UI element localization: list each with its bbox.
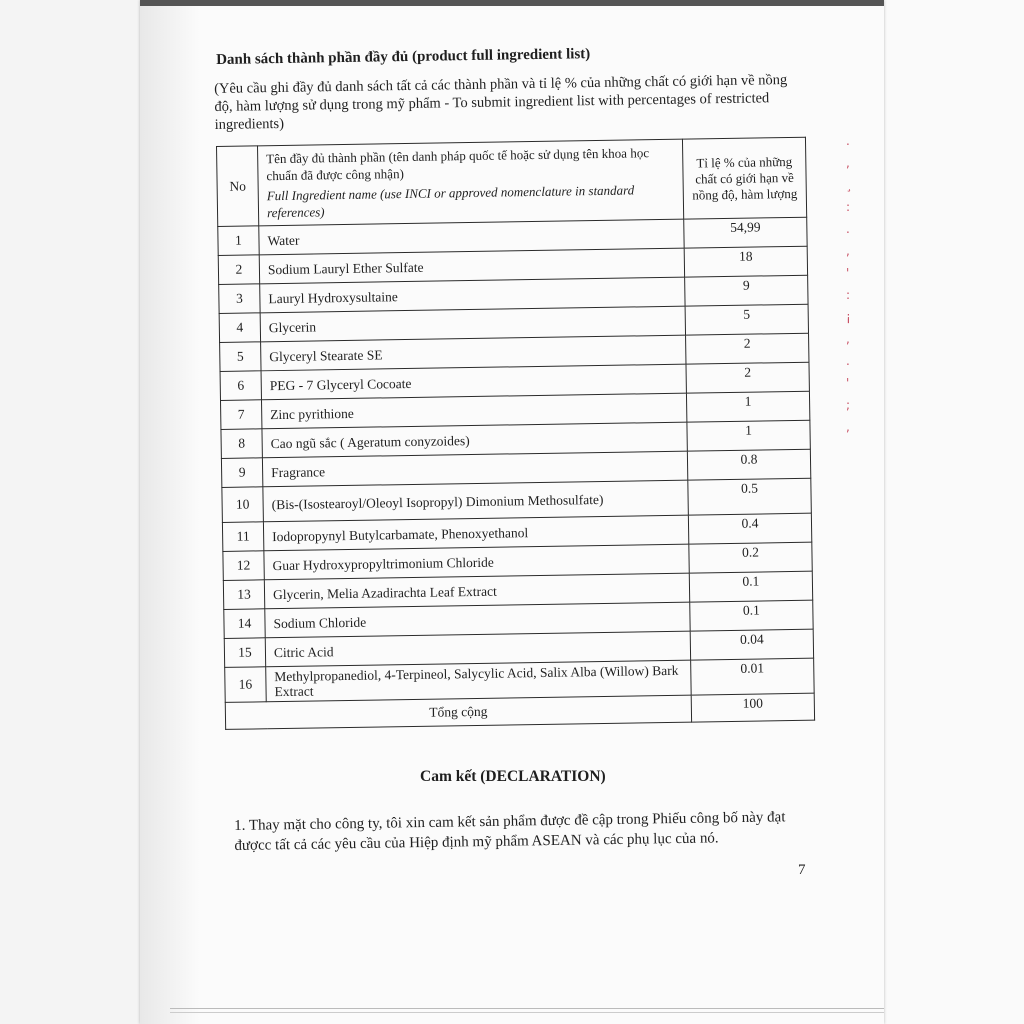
ingredient-percentage: 9 <box>685 275 808 306</box>
red-stamp-mark: . , ¸ : . , ' : ¡ , . ' ; , <box>846 134 852 434</box>
ingredient-percentage: 0.1 <box>689 571 812 602</box>
row-number: 9 <box>221 458 262 488</box>
ingredient-name: Methylpropanediol, 4-Terpineol, Salycylic Acid, Salix Alba (Willow) Bark Extract <box>266 660 691 702</box>
header-name-english: Full Ingredient name (use INCI or approved nomenclature in standard references) <box>266 182 635 221</box>
row-number: 2 <box>218 255 259 285</box>
row-number: 10 <box>222 487 264 523</box>
ingredient-name: Glyceryl Stearate SE <box>261 335 686 371</box>
row-number: 16 <box>225 667 267 703</box>
declaration-text: 1. Thay mặt cho công ty, tôi xin cam kết sản phẩm được đề cập trong Phiếu công bố này đạt đượcc tất cả các yêu cầu của Hiệp định mỹ phẩm ASEAN và các phụ lục của nó. <box>234 809 786 854</box>
row-number: 15 <box>224 638 265 668</box>
page-top-edge <box>140 0 884 6</box>
row-number: 7 <box>220 400 261 430</box>
header-name-vietnamese: Tên đầy đủ thành phần (tên danh pháp quốc tế hoặc sử dụng tên khoa học chuẩn đã được công nhận) <box>266 145 650 184</box>
ingredient-percentage: 0.04 <box>690 629 813 660</box>
ingredient-percentage: 1 <box>687 420 810 451</box>
page-title: Danh sách thành phần đầy đủ (product full ingredient list) <box>216 46 591 68</box>
table-header-row <box>217 137 807 226</box>
ingredient-name: Guar Hydroxypropyltrimonium Chloride <box>264 544 689 580</box>
scan-background-right <box>884 0 1024 1024</box>
ingredient-percentage: 2 <box>686 333 809 364</box>
header-ingredient-name <box>258 139 684 226</box>
ingredient-percentage: 54,99 <box>684 217 807 248</box>
ingredient-percentage: 0.8 <box>687 449 810 480</box>
page-number: 7 <box>798 862 806 878</box>
header-no: No <box>217 146 259 227</box>
ingredient-percentage: 1 <box>686 391 809 422</box>
ingredient-percentage: 0.01 <box>691 658 815 695</box>
ingredient-name: Cao ngũ sắc ( Ageratum conyzoides) <box>262 422 687 458</box>
ingredient-name: PEG - 7 Glyceryl Cocoate <box>261 364 686 400</box>
scan-background-left <box>0 0 140 1024</box>
ingredient-percentage: 0.1 <box>690 600 813 631</box>
ingredient-name: Water <box>259 219 684 255</box>
page-fold-shadow <box>140 0 200 1024</box>
ingredient-name: Lauryl Hydroxysultaine <box>260 277 685 313</box>
declaration-title: Cam kết (DECLARATION) <box>420 768 606 785</box>
ingredient-name: Iodopropynyl Butylcarbamate, Phenoxyethanol <box>263 515 688 551</box>
row-number: 5 <box>220 342 261 372</box>
ingredient-name: Glycerin, Melia Azadirachta Leaf Extract <box>264 573 689 609</box>
row-number: 13 <box>223 580 264 610</box>
row-number: 6 <box>220 371 261 401</box>
row-number: 12 <box>223 551 264 581</box>
ingredient-percentage: 0.4 <box>688 513 811 544</box>
total-label: Tổng cộng <box>225 695 691 729</box>
row-number: 8 <box>221 429 262 459</box>
ingredient-name: Citric Acid <box>265 631 690 667</box>
ingredient-percentage: 5 <box>685 304 808 335</box>
row-number: 14 <box>224 609 265 639</box>
row-number: 1 <box>218 226 259 256</box>
ingredient-name: Sodium Chloride <box>265 602 690 638</box>
total-value: 100 <box>691 693 814 722</box>
ingredient-rows <box>218 217 815 729</box>
ingredient-table-wrapper <box>216 137 815 730</box>
ingredient-percentage: 2 <box>686 362 809 393</box>
ingredient-name: Fragrance <box>262 451 687 487</box>
ingredient-name: (Bis-(Isostearoyl/Oleoyl Isopropyl) Dimonium Methosulfate) <box>263 480 688 522</box>
ingredient-name: Glycerin <box>260 306 685 342</box>
ingredient-percentage: 0.2 <box>689 542 812 573</box>
page-subtitle: (Yêu cầu ghi đầy đủ danh sách tất cả các thành phần và tỉ lệ % của những chất có giới hạn về nồng độ, hàm lượng sử dụng trong mỹ phẩm - To submit ingredient list with percentages of restricted ingredients) <box>214 71 788 133</box>
row-number: 4 <box>219 313 260 343</box>
row-number: 11 <box>222 522 263 552</box>
ingredient-name: Zinc pyrithione <box>261 393 686 429</box>
row-number: 3 <box>219 284 260 314</box>
ingredient-table <box>216 137 815 730</box>
page-bottom-edge <box>170 1008 884 1013</box>
header-percentage: Tỉ lệ % của những chất có giới hạn về nồng độ, hàm lượng <box>682 137 806 219</box>
ingredient-percentage: 0.5 <box>688 478 812 515</box>
ingredient-name: Sodium Lauryl Ether Sulfate <box>259 248 684 284</box>
ingredient-percentage: 18 <box>684 246 807 277</box>
